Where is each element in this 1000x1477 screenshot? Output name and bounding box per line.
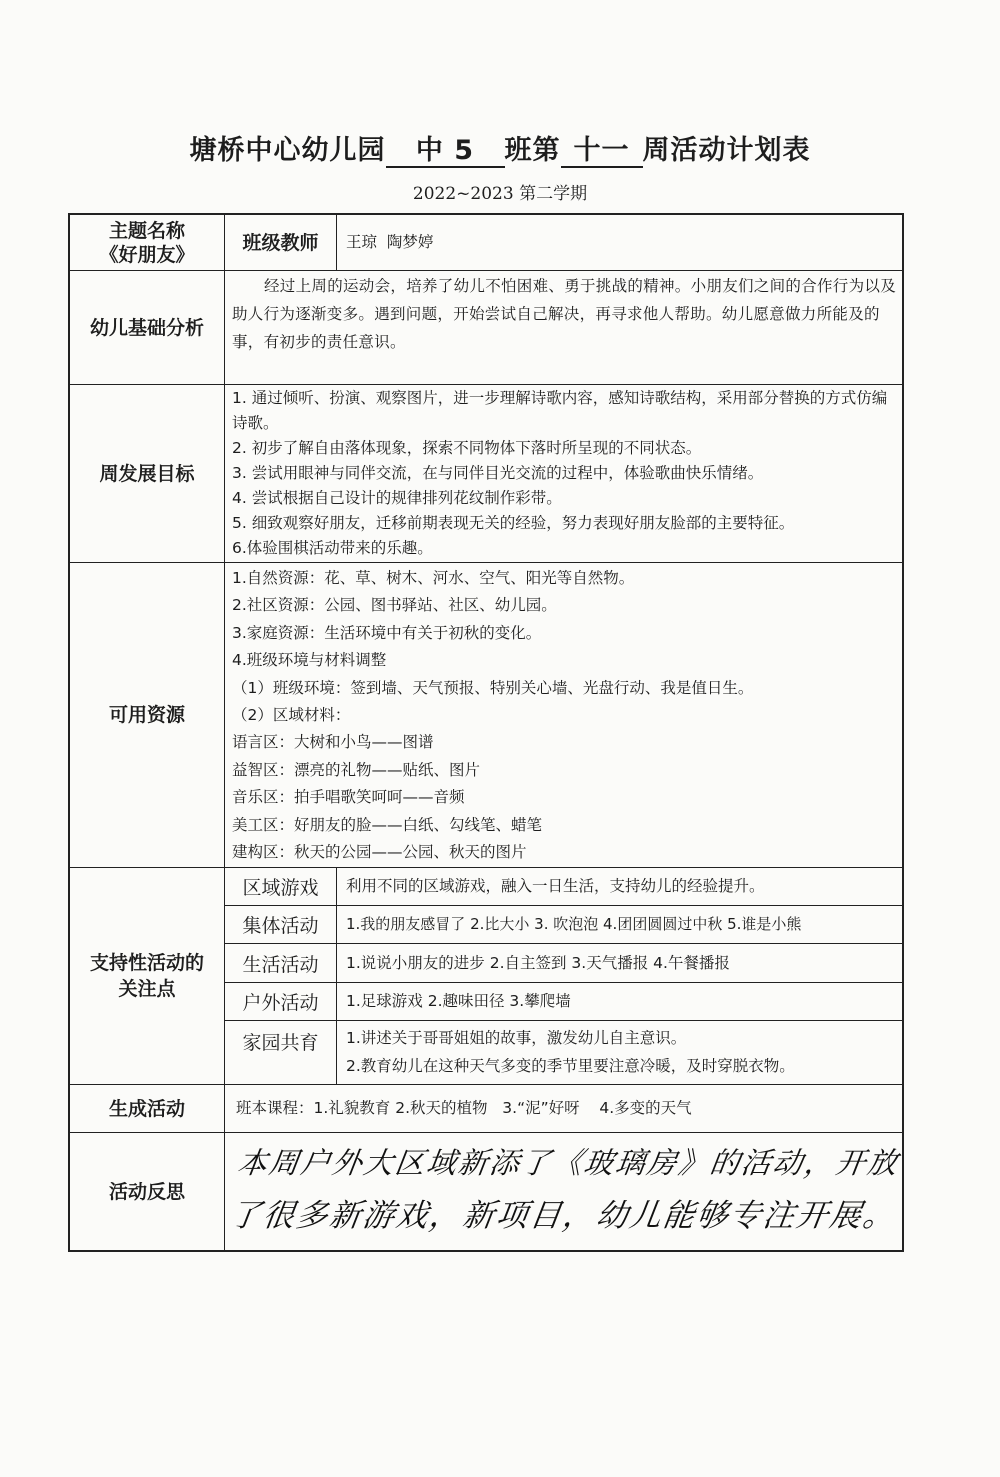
goal-item: 4. 尝试根据自己设计的规律排列花纹制作彩带。	[232, 489, 562, 507]
teacher-label: 班级教师	[242, 231, 319, 254]
resource-item: 美工区：好朋友的脸——白纸、勾线笔、蜡笔	[232, 815, 543, 834]
teacher-names: 王琼 陶梦婷	[346, 233, 434, 251]
reflection-handwriting-line2: 了很多新游戏，新项目，幼儿能够专注开展。	[226, 1198, 899, 1234]
goal-item: 5. 细致观察好朋友，迁移前期表现无关的经验，努力表现好朋友脸部的主要特征。	[232, 514, 795, 532]
theme-label: 主题名称	[108, 219, 185, 242]
resource-item: 音乐区：拍手唱歌笑呵呵——音频	[232, 788, 465, 807]
generated-label: 生成活动	[108, 1097, 185, 1120]
title-suffix: 周活动计划表	[642, 135, 811, 166]
resource-item: 益智区：漂亮的礼物——贴纸、图片	[232, 760, 481, 779]
label-divider	[224, 213, 225, 1250]
resources-label: 可用资源	[108, 704, 185, 726]
table-border-right	[902, 213, 904, 1252]
teacher-divider	[336, 213, 337, 270]
table-border-bottom	[68, 1250, 904, 1252]
goal-item: 2. 初步了解自由落体现象，探索不同物体下落时所呈现的不同状态。	[232, 439, 702, 457]
goal-item: 3. 尝试用眼神与同伴交流，在与同伴目光交流的过程中，体验歌曲快乐情绪。	[232, 464, 764, 482]
analysis-label: 幼儿基础分析	[89, 316, 204, 339]
reflection-label: 活动反思	[108, 1180, 185, 1203]
kindergarten-name: 塘桥中心幼儿园	[189, 135, 386, 166]
goals-list	[232, 386, 898, 561]
theme-cell	[70, 215, 224, 270]
semester: 2022~2023 第二学期	[412, 184, 588, 204]
support-name: 区域游戏	[242, 877, 319, 899]
support-name: 生活活动	[242, 953, 319, 976]
resources-list	[232, 565, 898, 866]
support-name: 家园共育	[242, 1031, 319, 1054]
support-divider	[336, 867, 337, 1084]
resource-item: 语言区：大树和小鸟——图谱	[232, 733, 434, 752]
goals-label: 周发展目标	[99, 462, 195, 485]
class-suffix: 班第	[504, 135, 561, 166]
resource-item: 1.自然资源：花、草、树木、河水、空气、阳光等自然物。	[232, 569, 635, 587]
class-name: 中 5	[386, 136, 505, 168]
support-value: 1.说说小朋友的进步 2.自主签到 3.天气播报 4.午餐播报	[346, 954, 730, 972]
reflection-handwriting-line1: 本周户外大区域新添了《玻璃房》的活动，开放	[235, 1146, 902, 1180]
support-value: 2.教育幼儿在这种天气多变的季节里要注意冷暖，及时穿脱衣物。	[346, 1057, 795, 1075]
support-value: 利用不同的区域游戏，融入一日生活，支持幼儿的经验提升。	[346, 877, 765, 895]
support-name: 集体活动	[242, 915, 319, 937]
resource-item: 3.家庭资源：生活环境中有关于初秋的变化。	[232, 623, 542, 642]
resource-item: 2.社区资源：公园、图书驿站、社区、幼儿园。	[232, 596, 557, 615]
resource-item: 建构区：秋天的公园——公园、秋天的图片	[232, 843, 527, 862]
week-number: 十一	[561, 136, 643, 168]
resource-item: （1）班级环境：签到墙、天气预报、特别关心墙、光盘行动、我是值日生。	[232, 678, 754, 697]
generated-text: 班本课程：1.礼貌教育 2.秋天的植物 3.“泥”好呀 4.多变的天气	[236, 1099, 692, 1117]
support-value: 1.足球游戏 2.趣味田径 3.攀爬墙	[346, 992, 571, 1010]
resource-item: （2）区域材料：	[232, 706, 351, 725]
resource-item: 4.班级环境与材料调整	[232, 651, 387, 670]
support-name: 户外活动	[242, 992, 319, 1014]
analysis-text: 经过上周的运动会，培养了幼儿不怕困难、勇于挑战的精神。小朋友们之间的合作行为以及助人行为逐渐变多。遇到问题，开始尝试自己解决，再寻求他人帮助。幼儿愿意做力所能及的事，有初步的责任意识。	[232, 277, 897, 351]
theme-name: 《好朋友》	[99, 243, 195, 266]
support-value: 1.讲述关于哥哥姐姐的故事，激发幼儿自主意识。	[346, 1029, 687, 1047]
support-label: 支持性活动的关注点	[89, 952, 204, 1000]
support-value: 1.我的朋友感冒了 2.比大小 3. 吹泡泡 4.团团圆圆过中秋 5.谁是小熊	[346, 915, 802, 933]
goal-item: 1. 通过倾听、扮演、观察图片，进一步理解诗歌内容，感知诗歌结构，采用部分替换的方式仿编诗歌。	[232, 389, 888, 432]
goal-item: 6.体验围棋活动带来的乐趣。	[232, 539, 433, 557]
